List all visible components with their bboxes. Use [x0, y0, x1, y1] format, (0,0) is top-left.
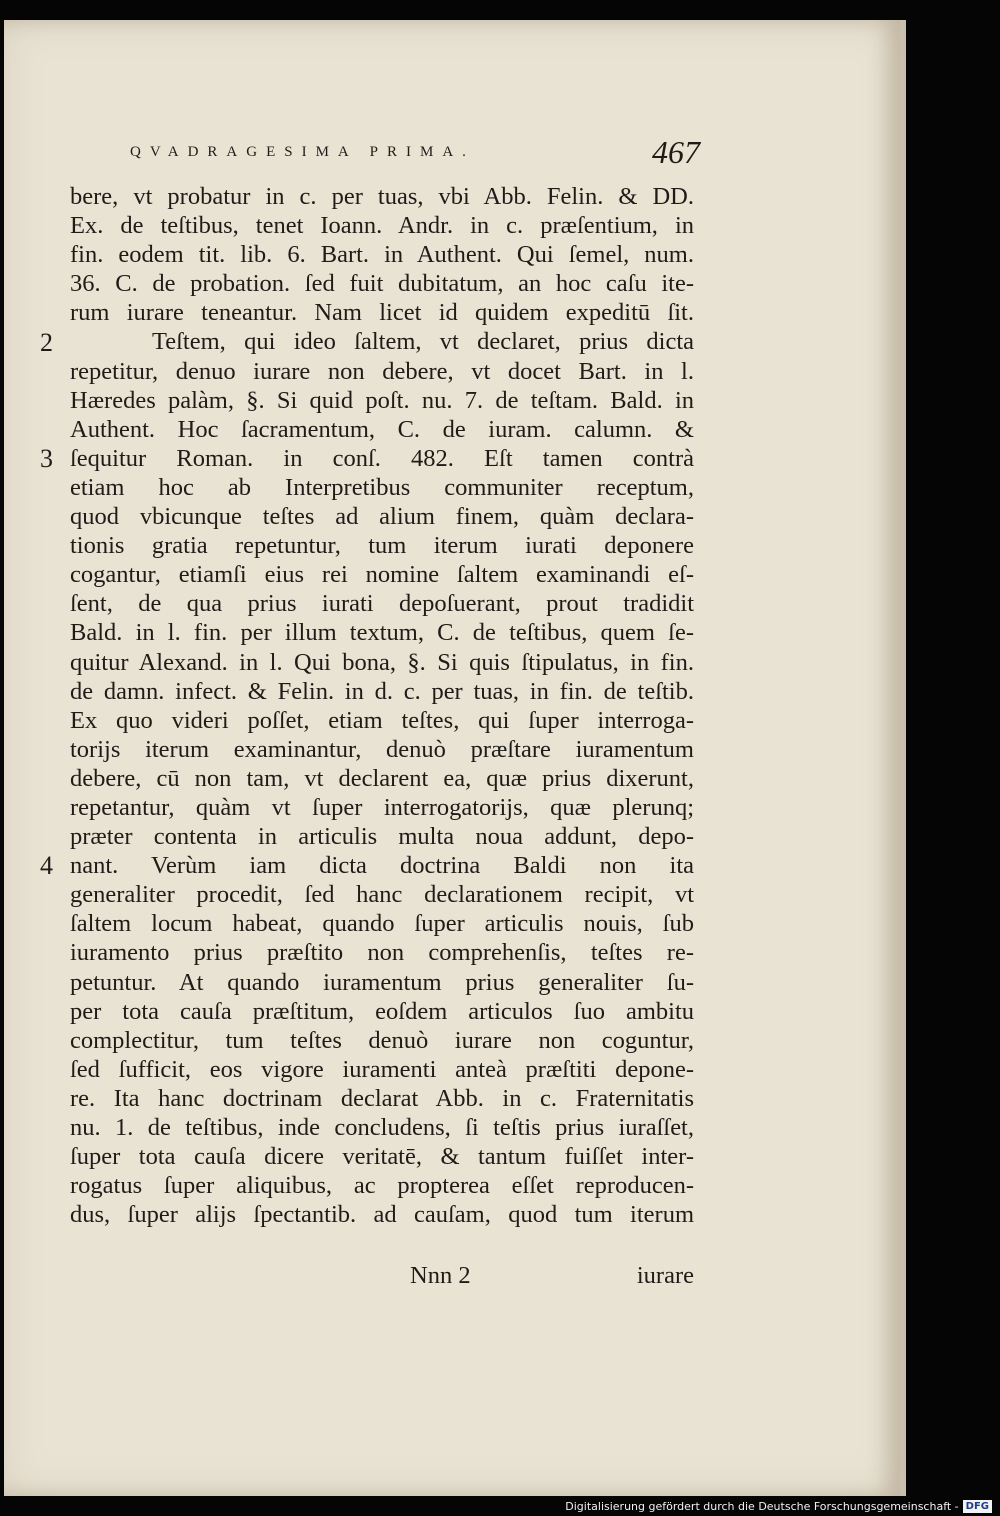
text-line: præter contenta in articulis multa noua addunt, depo-: [70, 823, 694, 851]
text-line: rogatus ſuper aliquibus, ac propterea eſſet reproducen-: [70, 1172, 694, 1200]
text-line: per tota cauſa præſtitum, eoſdem articulos ſuo ambitu: [70, 997, 694, 1025]
text-line: ſed ſufficit, eos vigore iuramenti anteà præſtiti depone-: [70, 1055, 694, 1083]
signature-mark: Nnn 2: [410, 1262, 471, 1289]
page-number: 467: [652, 134, 700, 170]
running-head: QVADRAGESIMA PRIMA.: [130, 144, 475, 160]
text-line: nu. 1. de teſtibus, inde concludens, ſi teſtis prius iuraſſet,: [70, 1114, 694, 1141]
text-line: Hæredes palàm, §. Si quid poſt. nu. 7. de teſtam. Bald. in: [70, 386, 694, 414]
text-line: torijs iterum examinantur, denuò præſtare iuramentum: [70, 735, 694, 763]
text-line: repetitur, denuo iurare non debere, vt docet Bart. in l.: [70, 357, 694, 385]
text-line: ſequitur Roman. in conſ. 482. Eſt tamen contrà: [70, 444, 694, 472]
margin-number: 4: [40, 851, 53, 881]
text-line: Authent. Hoc ſacramentum, C. de iuram. calumn. &: [70, 415, 694, 443]
text-line: iuramento prius præſtito non comprehenſis, teſtes re-: [70, 939, 694, 967]
page-edge: [900, 20, 906, 1496]
text-line: ſaltem locum habeat, quando ſuper articulis nouis, ſub: [70, 910, 694, 938]
text-line: ſent, de qua prius iurati depoſuerant, prout tradidit: [70, 590, 694, 618]
text-line: debere, cū non tam, vt declarent ea, quæ prius dixerunt,: [70, 764, 694, 792]
text-line: petuntur. At quando iuramentum prius generaliter ſu-: [70, 968, 694, 996]
footer-credit-text: Digitalisierung gefördert durch die Deutsche Forschungsgemeinschaft -: [565, 1500, 959, 1513]
text-line: Bald. in l. fin. per illum textum, C. de teſtibus, quem ſe-: [70, 619, 694, 647]
text-line: rum iurare teneantur. Nam licet id quidem expeditū ſit.: [70, 299, 694, 327]
text-line: Teſtem, qui ideo ſaltem, vt declaret, prius dicta: [152, 328, 694, 356]
text-line: complectitur, tum teſtes denuò iurare non coguntur,: [70, 1026, 694, 1054]
text-line: Ex. de teſtibus, tenet Ioann. Andr. in c. præſentium, in: [70, 212, 694, 240]
text-line: dus, ſuper alijs ſpectantib. ad cauſam, quod tum iterum: [70, 1201, 694, 1229]
text-line: generaliter procedit, ſed hanc declarationem recipit, vt: [70, 881, 694, 909]
text-line: 36. C. de probation. ſed fuit dubitatum, an hoc caſu ite-: [70, 270, 694, 298]
text-line: bere, vt probatur in c. per tuas, vbi Abb. Felin. & DD.: [70, 183, 694, 210]
text-line: quitur Alexand. in l. Qui bona, §. Si quis ſtipulatus, in fin.: [70, 648, 694, 676]
body-text: [70, 182, 694, 1229]
text-line: re. Ita hanc doctrinam declarat Abb. in c. Fraternitatis: [70, 1084, 694, 1112]
page-header: [130, 134, 700, 174]
margin-number: 2: [40, 327, 53, 357]
text-line: tionis gratia repetuntur, tum iterum iurati deponere: [70, 532, 694, 560]
margin-number: 3: [40, 443, 53, 473]
text-line: cogantur, etiamſi eius rei nomine ſaltem examinandi eſ-: [70, 561, 694, 589]
dfg-logo: DFG: [963, 1500, 992, 1513]
text-line: repetantur, quàm vt ſuper interrogatorijs, quæ plerunq;: [70, 793, 694, 821]
text-line: nant. Verùm iam dicta doctrina Baldi non ita: [70, 852, 694, 880]
text-line: etiam hoc ab Interpretibus communiter receptum,: [70, 473, 694, 501]
text-line: de damn. infect. & Felin. in d. c. per tuas, in fin. de teſtib.: [70, 677, 694, 705]
text-line: ſuper tota cauſa dicere veritatē, & tantum fuiſſet inter-: [70, 1143, 694, 1171]
text-line: fin. eodem tit. lib. 6. Bart. in Authent. Qui ſemel, num.: [70, 241, 694, 269]
text-line: quod vbicunque teſtes ad alium finem, quàm declara-: [70, 503, 694, 531]
catchword: iurare: [636, 1262, 694, 1289]
text-line: Ex quo videri poſſet, etiam teſtes, qui ſuper interroga-: [70, 706, 694, 734]
catchword-line: [70, 1262, 694, 1292]
footer-credit: [565, 1500, 992, 1513]
